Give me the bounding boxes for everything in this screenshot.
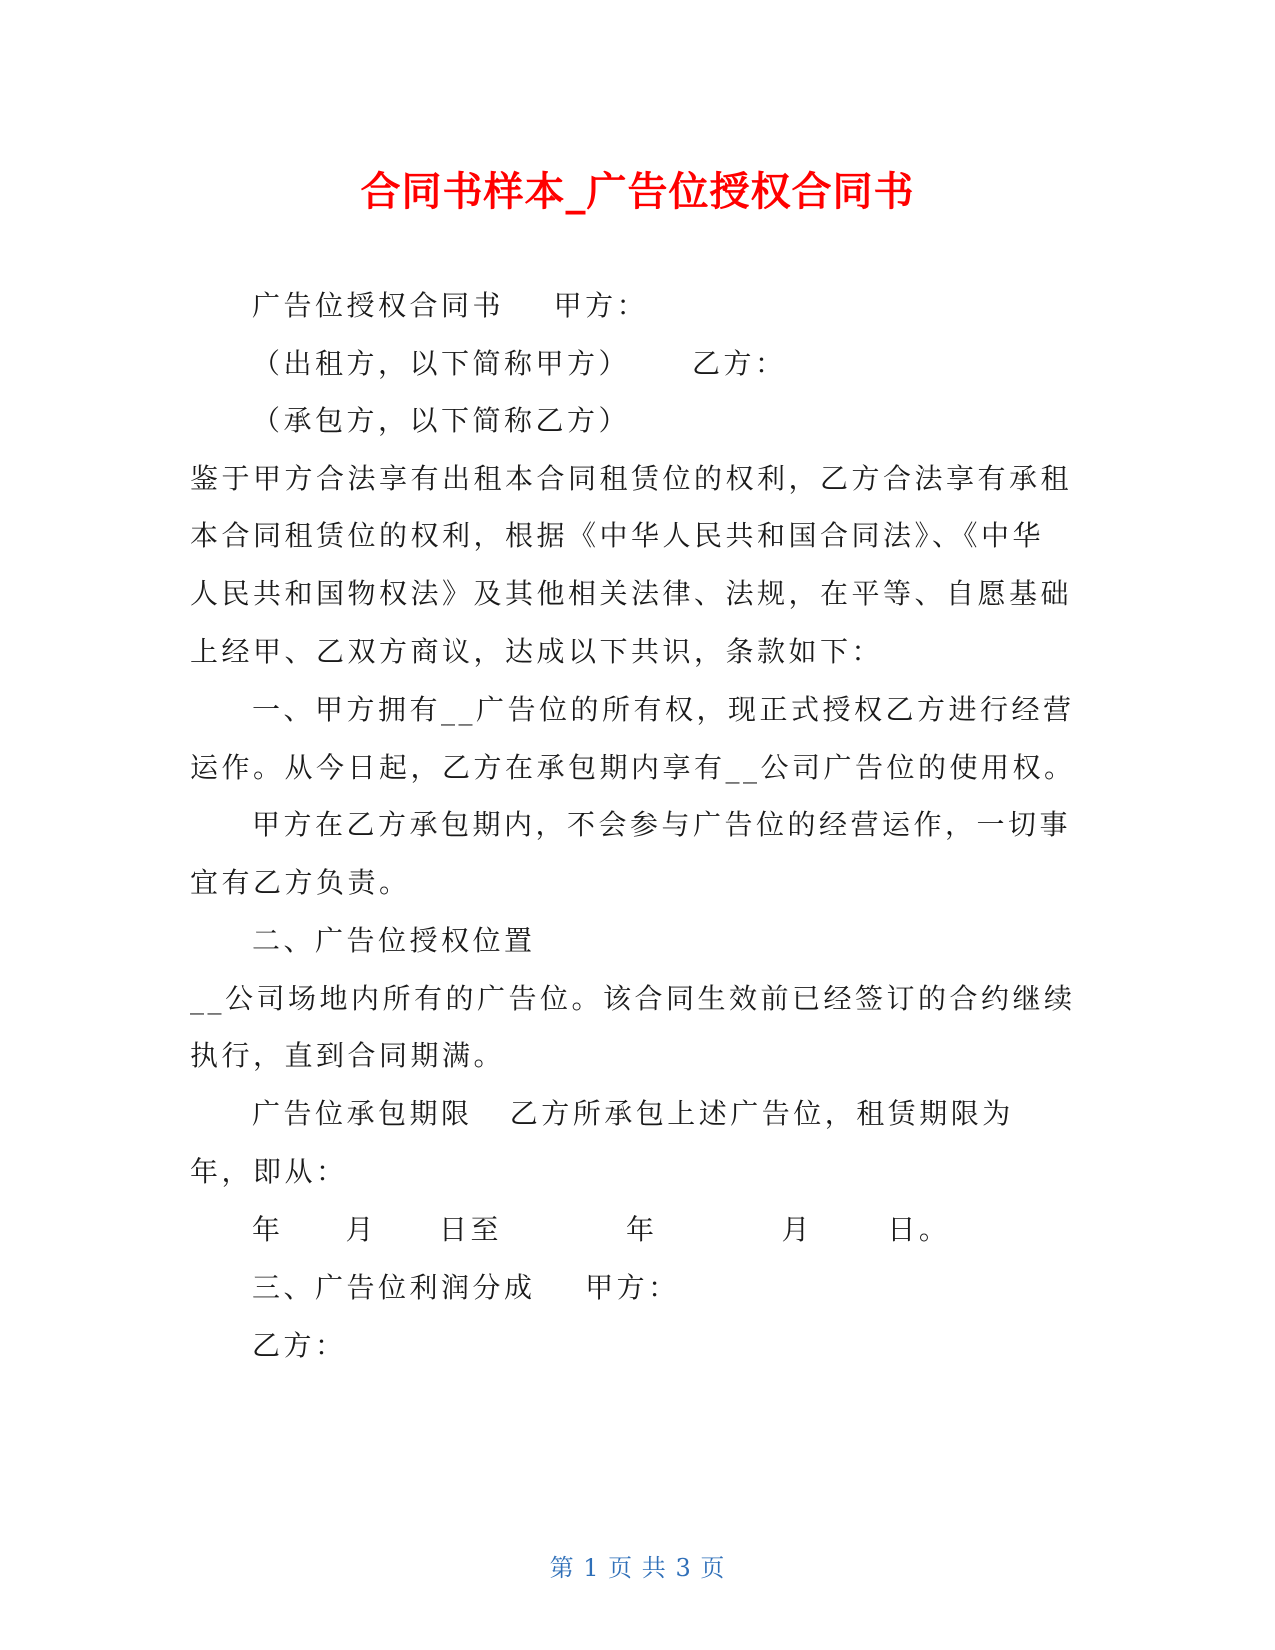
text-line: 广告位授权合同书 甲方： [252,289,649,322]
text-line: 年，即从： [190,1155,348,1188]
text-line: 甲方在乙方承包期内，不会参与广告位的经营运作，一切事 [252,808,1072,841]
text-line: 运作。从今日起，乙方在承包期内享有__公司广告位的使用权。 [190,751,1076,784]
text-line: 宜有乙方负责。 [190,866,411,899]
text-line: 广告位承包期限 乙方所承包上述广告位，租赁期限为 [252,1097,1014,1130]
text-line: 执行，直到合同期满。 [190,1039,506,1072]
text-line: 年 月 日至 年 月 日。 [252,1213,951,1246]
text-line: 人民共和国物权法》及其他相关法律、法规，在平等、自愿基础 [190,577,1073,610]
text-line: __公司场地内所有的广告位。该合同生效前已经签订的合约继续 [190,982,1076,1015]
text-line: （出租方，以下简称甲方） 乙方： [252,347,787,380]
text-line: 三、广告位利润分成 甲方： [252,1271,680,1304]
text-line: （承包方，以下简称乙方） [252,404,631,437]
document-title: 合同书样本_广告位授权合同书 [360,169,915,215]
text-line: 一、甲方拥有__广告位的所有权，现正式授权乙方进行经营 [252,693,1075,726]
text-line: 鉴于甲方合法享有出租本合同租赁位的权利，乙方合法享有承租 [190,462,1073,495]
text-line: 上经甲、乙双方商议，达成以下共识，条款如下： [190,635,884,668]
text-line: 乙方： [252,1329,347,1362]
text-line: 二、广告位授权位置 [252,924,536,957]
page-number: 第 1 页 共 3 页 [549,1554,726,1582]
text-line: 本合同租赁位的权利，根据《中华人民共和国合同法》、《中华 [190,519,1045,552]
